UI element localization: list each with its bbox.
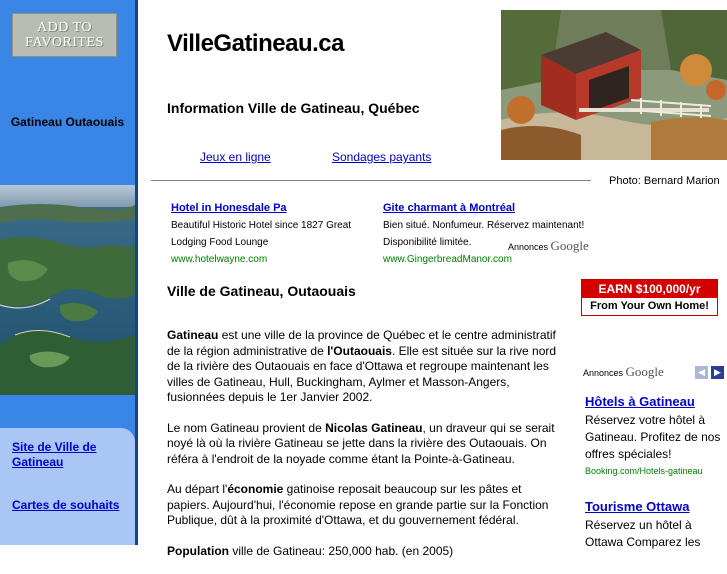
- site-subtitle: Information Ville de Gatineau, Québec: [167, 100, 420, 116]
- sidebar-link-ville-gatineau-line2: Gatineau: [12, 455, 64, 469]
- paragraph-economy-text1: Au départ l': [167, 482, 228, 496]
- right-ad-1: [585, 393, 727, 480]
- sidebar-region-label: Gatineau Outaouais: [10, 115, 125, 129]
- bold-economie: économie: [227, 482, 284, 496]
- paragraph-economy-text2: gatinoise reposait beaucoup sur les pâtes et papiers. Aujourd'hui, l'économie repose en grande partie sur la Fonction Publique, dût à la proximité d'Ottawa, et du gouvernement fédéral.: [167, 482, 549, 527]
- header-divider: [151, 180, 591, 181]
- paragraph-name-text2: , un draveur qui se serait noyé là où la rivière Gatineau se jette dans la rivière des Outaouais. On référa à l'endroit de la noyade comme étant la Pointe-à-Gatineau.: [167, 420, 555, 466]
- paragraph-intro-text2: . Elle est située sur la rive nord de la rivière des Outaouais en face d'Ottawa et regroupe maintenant les villes de Gatineau, Hull, Buckingham, Aylmer et Masson-Angers, fusionnées depuis le 1er Janvier 2002.: [167, 343, 557, 404]
- top-ads-attribution[interactable]: [508, 238, 589, 254]
- earn-banner-bottom: From Your Own Home!: [590, 300, 709, 312]
- right-ad-2-title[interactable]: Tourisme Ottawa: [585, 499, 690, 514]
- add-to-favorites-line1: ADD TO: [37, 20, 92, 35]
- main-content: [167, 328, 557, 574]
- sidebar-divider: [135, 0, 138, 545]
- link-sondages-payants[interactable]: Sondages payants: [332, 150, 432, 164]
- covered-bridge-image: [501, 10, 727, 160]
- bold-outaouais: l'Outaouais: [327, 343, 392, 358]
- sidebar-link-ville-gatineau-line1: Site de Ville de: [12, 440, 97, 454]
- sidebar-link-cartes-souhaits-label: Cartes de souhaits: [12, 498, 120, 512]
- right-ad-2-body: Réservez un hôtel à Ottawa Comparez les: [585, 518, 701, 549]
- paragraph-name-origin: [167, 421, 557, 468]
- link-jeux-en-ligne[interactable]: Jeux en ligne: [200, 150, 271, 164]
- right-ad-2: [585, 498, 727, 551]
- paragraph-population-text: ville de Gatineau: 250,000 hab. (en 2005): [229, 543, 454, 558]
- top-ad-1-title[interactable]: Hotel in Honesdale Pa: [171, 202, 287, 214]
- ads-prev-arrow-icon[interactable]: ◀: [695, 366, 708, 379]
- paragraph-intro: [167, 328, 557, 406]
- sidebar-link-ville-gatineau[interactable]: [12, 440, 96, 470]
- top-ad-1-line1: Beautiful Historic Hotel since 1827 Great: [171, 220, 352, 231]
- top-ad-1-line2: Lodging Food Lounge: [171, 237, 269, 248]
- right-ad-1-body: Réservez votre hôtel à Gatineau. Profitez de nos offres spéciales!: [585, 413, 721, 461]
- earn-banner-top: EARN $100,000/yr: [582, 280, 717, 298]
- paragraph-economy: [167, 482, 557, 529]
- add-to-favorites-line2: FAVORITES: [25, 35, 104, 50]
- aerial-lake-photo: [0, 185, 135, 395]
- right-ads-by-label: Annonces: [583, 368, 624, 378]
- paragraph-name-text1: Le nom Gatineau provient de: [167, 420, 326, 435]
- right-ad-1-url[interactable]: Booking.com/Hotels-gatineau: [585, 466, 703, 476]
- sidebar-nav-box: [0, 428, 135, 545]
- covered-bridge-photo: [501, 10, 727, 160]
- top-ad-1: [171, 200, 381, 265]
- top-ads-by-label: Annonces: [508, 242, 549, 252]
- google-logo: Google: [550, 238, 589, 253]
- bold-gatineau: Gatineau: [167, 328, 219, 342]
- top-ad-2-url[interactable]: www.GingerbreadManor.com: [383, 254, 512, 265]
- earn-banner-ad[interactable]: [581, 279, 718, 316]
- bold-nicolas-gatineau: Nicolas Gatineau: [325, 420, 423, 435]
- paragraph-intro-text1: est une ville de la province de Québec et le centre administratif de la région administrative de: [167, 328, 556, 358]
- paragraph-population: [167, 544, 557, 560]
- right-ad-1-title[interactable]: Hôtels à Gatineau: [585, 394, 695, 409]
- bold-population: Population: [167, 543, 229, 558]
- site-title: VilleGatineau.ca: [167, 30, 344, 57]
- sidebar-link-cartes-souhaits[interactable]: [12, 498, 119, 513]
- ads-next-arrow-icon[interactable]: ▶: [711, 366, 724, 379]
- top-ad-2-line2: Disponibilité limitée.: [383, 237, 472, 248]
- top-ad-1-url[interactable]: www.hotelwayne.com: [171, 254, 268, 265]
- photo-credit: Photo: Bernard Marion: [609, 175, 720, 187]
- top-ad-2-line1: Bien situé. Nonfumeur. Réservez maintenant!: [383, 220, 585, 231]
- right-google-logo: Google: [625, 364, 664, 379]
- top-ad-2-title[interactable]: Gite charmant à Montréal: [383, 202, 516, 214]
- add-to-favorites-button[interactable]: [12, 13, 117, 57]
- main-heading: Ville de Gatineau, Outaouais: [167, 283, 356, 299]
- right-ads-attribution[interactable]: [583, 364, 664, 380]
- aerial-photo-image: [0, 185, 135, 395]
